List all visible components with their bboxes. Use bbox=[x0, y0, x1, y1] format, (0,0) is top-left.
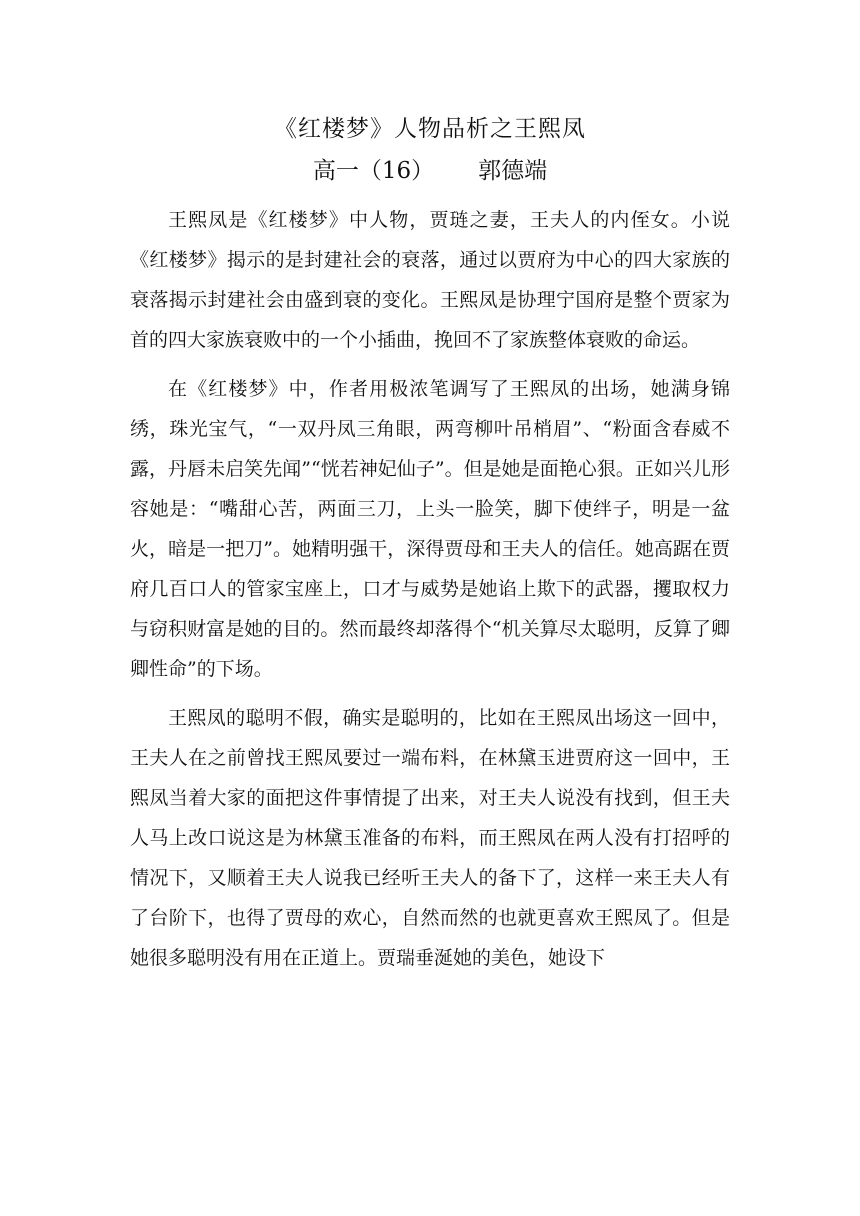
document-body bbox=[130, 200, 730, 987]
author-name: 郭德端 bbox=[478, 158, 548, 184]
byline bbox=[0, 154, 860, 188]
paragraph: 在《红楼梦》中，作者用极浓笔调写了王熙凤的出场，她满身锦绣，珠光宝气，“一双丹凤三角眼，两弯柳叶吊梢眉”、“粉面含春威不露，丹唇未启笑先闻”“恍若神妃仙子”。但是她是面艳心狠。正如兴儿形容她是：“嘴甜心苦，两面三刀，上头一脸笑，脚下使绊子，明是一盆火，暗是一把刀”。她精明强干，深得贾母和王夫人的信任。她高踞在贾府几百口人的管家宝座上，口才与威势是她谄上欺下的武器，攫取权力与窃积财富是她的目的。然而最终却落得个“机关算尽太聪明，反算了卿卿性命”的下场。 bbox=[130, 378, 730, 680]
class-name: 高一（16） bbox=[312, 158, 435, 184]
document-title: 《红楼梦》人物品析之王熙凤 bbox=[274, 116, 586, 142]
paragraph: 王熙凤的聪明不假，确实是聪明的，比如在王熙凤出场这一回中，王夫人在之前曾找王熙凤要过一端布料，在林黛玉进贾府这一回中，王熙凤当着大家的面把这件事情提了出来，对王夫人说没有找到，但王夫人马上改口说这是为林黛玉准备的布料，而王熙凤在两人没有打招呼的情况下，又顺着王夫人说我已经听王夫人的备下了，这样一来王夫人有了台阶下，也得了贾母的欢心，自然而然的也就更喜欢王熙凤了。但是她很多聪明没有用在正道上。贾瑞垂涎她的美色，她设下 bbox=[130, 707, 730, 969]
paragraph: 王熙凤是《红楼梦》中人物，贾琏之妻，王夫人的内侄女。小说《红楼梦》揭示的是封建社会的衰落，通过以贾府为中心的四大家族的衰落揭示封建社会由盛到衰的变化。王熙凤是协理宁国府是整个贾家为首的四大家族衰败中的一个小插曲，挽回不了家族整体衰败的命运。 bbox=[130, 209, 730, 351]
